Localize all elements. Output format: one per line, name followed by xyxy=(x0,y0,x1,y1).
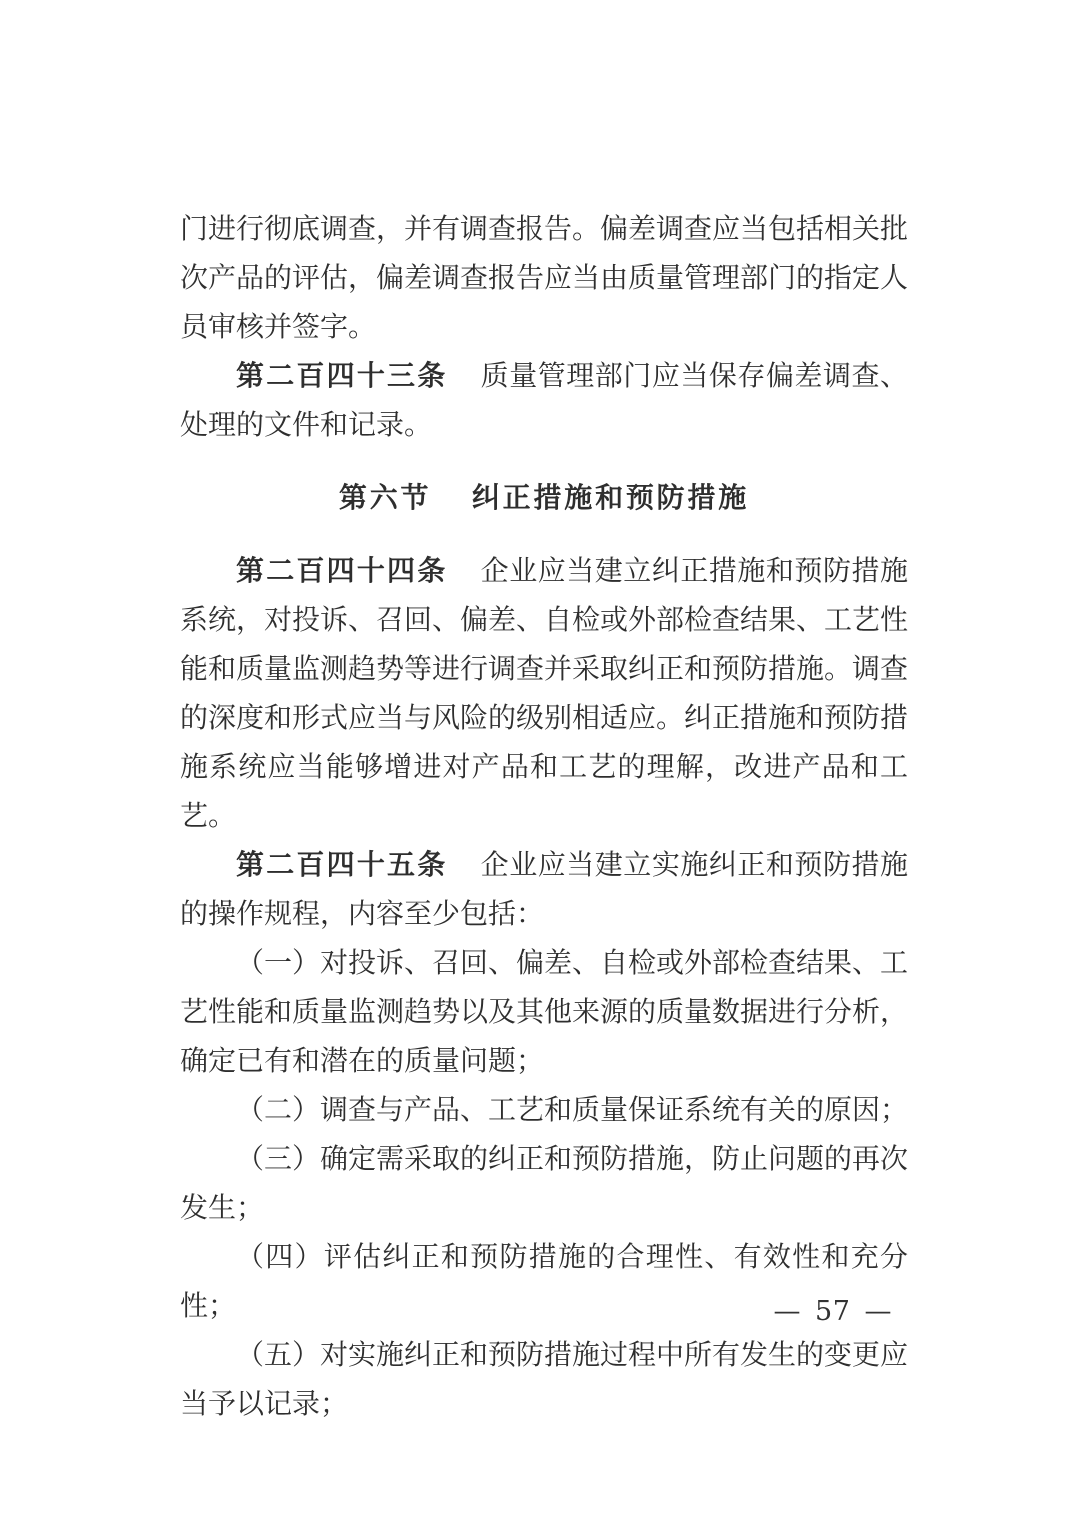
article-244-text: 企业应当建立纠正措施和预防措施系统，对投诉、召回、偏差、自检或外部检查结果、工艺性能和质量监测趋势等进行调查并采取纠正和预防措施。调查的深度和形式应当与风险的级别相适应。纠正措施和预防措施系统应当能够增进对产品和工艺的理解，改进产品和工艺。 xyxy=(180,554,909,832)
list-item-5 xyxy=(180,1330,908,1428)
section-heading-label: 第六节 xyxy=(338,481,432,514)
list-item-3-text: （三）确定需采取的纠正和预防措施，防止问题的再次发生； xyxy=(180,1142,909,1224)
article-244-number: 第二百四十四条 xyxy=(236,554,448,587)
document-content xyxy=(180,204,908,1428)
list-item-2-text: （二）调查与产品、工艺和质量保证系统有关的原因； xyxy=(236,1093,909,1126)
page-number-value: 57 xyxy=(815,1296,851,1327)
article-243 xyxy=(180,351,908,449)
page-number-dash-left: — xyxy=(773,1296,802,1327)
article-245 xyxy=(180,840,908,938)
article-243-text: 质量管理部门应当保存偏差调查、处理的文件和记录。 xyxy=(180,359,909,441)
section-heading xyxy=(180,473,908,522)
list-item-4-text: （四）评估纠正和预防措施的合理性、有效性和充分性； xyxy=(180,1240,908,1322)
article-243-number: 第二百四十三条 xyxy=(236,359,448,392)
article-245-number: 第二百四十五条 xyxy=(236,848,448,881)
paragraph-continuation-text: 门进行彻底调查，并有调查报告。偏差调查应当包括相关批次产品的评估，偏差调查报告应当由质量管理部门的指定人员审核并签字。 xyxy=(180,212,909,343)
page-number-dash-right: — xyxy=(864,1296,892,1327)
list-item-2 xyxy=(180,1085,908,1134)
paragraph-continuation xyxy=(180,204,908,351)
article-244 xyxy=(180,546,908,840)
list-item-1-text: （一）对投诉、召回、偏差、自检或外部检查结果、工艺性能和质量监测趋势以及其他来源的质量数据进行分析，确定已有和潜在的质量问题； xyxy=(180,946,909,1077)
list-item-5-text: （五）对实施纠正和预防措施过程中所有发生的变更应当予以记录； xyxy=(180,1338,909,1420)
list-item-1 xyxy=(180,938,908,1085)
list-item-3 xyxy=(180,1134,908,1232)
article-245-text: 企业应当建立实施纠正和预防措施的操作规程，内容至少包括： xyxy=(180,848,909,930)
section-heading-title: 纠正措施和预防措施 xyxy=(471,481,750,514)
page-number xyxy=(773,1292,892,1332)
